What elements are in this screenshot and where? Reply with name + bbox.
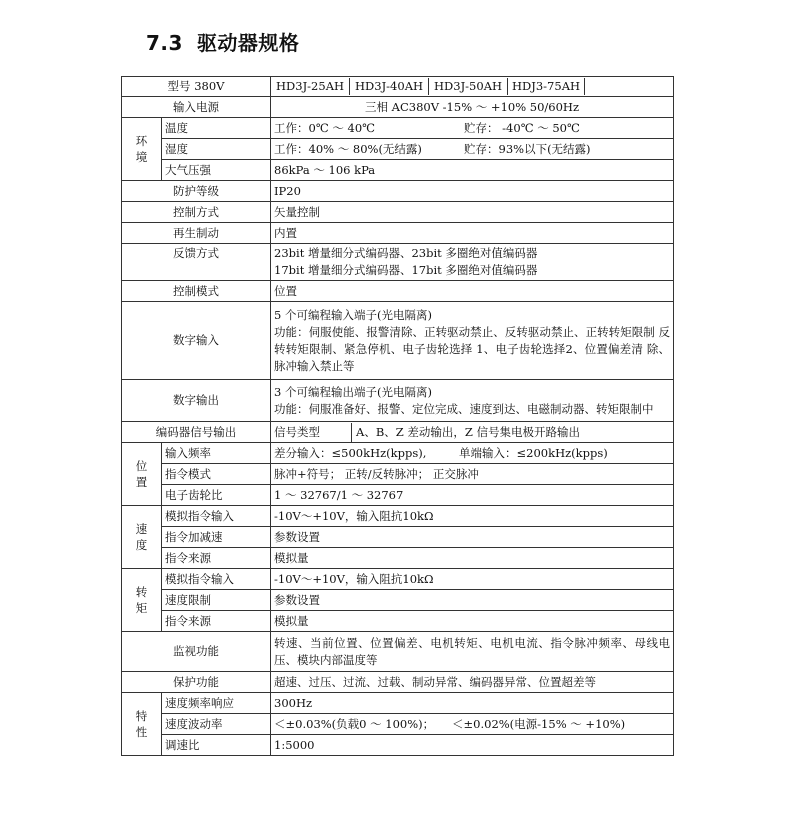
torque-source-label: 指令来源 — [162, 611, 271, 632]
row-control-method — [122, 202, 674, 223]
row-power — [122, 97, 674, 118]
row-pressure — [122, 160, 674, 181]
models-label: 型号 380V — [122, 77, 271, 97]
speed-analog-value: -10V～+10V，输入阻抗10kΩ — [271, 506, 674, 527]
pressure-value: 86kPa ～ 106 kPa — [271, 160, 674, 181]
row-temp — [122, 118, 674, 139]
monitor-value: 转速、当前位置、位置偏差、电机转矩、电机电流、指令脉冲频率、母线电压、模块内部温度等 — [271, 632, 674, 672]
protection-class-label: 防护等级 — [122, 181, 271, 202]
character-group: 特性 — [122, 693, 162, 756]
humidity-label: 湿度 — [162, 139, 271, 160]
encoder-out-type: A、B、Z 差动输出，Z 信号集电极开路输出 — [356, 424, 581, 439]
encoder-out-value — [271, 422, 674, 443]
fluct-supply: ＜±0.02%(电源-15% ～ +10%) — [452, 716, 626, 731]
row-ratio — [122, 735, 674, 756]
control-mode-label: 控制模式 — [122, 281, 271, 302]
row-feedback — [122, 244, 674, 281]
control-method-value: 矢量控制 — [271, 202, 674, 223]
digital-in-line-1: 5 个可编程输入端子(光电隔离) — [274, 307, 432, 322]
ratio-value: 1:5000 — [271, 735, 674, 756]
power-value: 三相 AC380V -15% ～ +10% 50/60Hz — [271, 97, 674, 118]
regen-label: 再生制动 — [122, 223, 271, 244]
digital-in-label: 数字输入 — [122, 302, 271, 380]
protection-class-value: IP20 — [271, 181, 674, 202]
section-heading — [146, 27, 299, 56]
row-protection-class — [122, 181, 674, 202]
row-monitor — [122, 632, 674, 672]
gear-value: 1 ～ 32767/1 ～ 32767 — [271, 485, 674, 506]
fluct-load: ＜±0.03%(负载0 ～ 100%)； — [274, 716, 435, 731]
input-freq-label: 输入频率 — [162, 443, 271, 464]
speed-source-value: 模拟量 — [271, 548, 674, 569]
models-cell — [271, 77, 674, 97]
row-torque-source — [122, 611, 674, 632]
row-protect — [122, 672, 674, 693]
feedback-value — [271, 244, 674, 281]
row-models — [122, 77, 674, 97]
row-digital-out — [122, 380, 674, 422]
section-number: 7.3 — [146, 31, 183, 55]
encoder-out-label: 编码器信号输出 — [122, 422, 271, 443]
digital-out-label: 数字输出 — [122, 380, 271, 422]
protect-value: 超速、过压、过流、过载、制动异常、编码器异常、位置超差等 — [271, 672, 674, 693]
row-speed-source — [122, 548, 674, 569]
model-25ah: HD3J-25AH — [271, 78, 350, 95]
temp-value — [271, 118, 674, 139]
pressure-label: 大气压强 — [162, 160, 271, 181]
gear-label: 电子齿轮比 — [162, 485, 271, 506]
feedback-line-2: 17bit 增量细分式编码器、17bit 多圈绝对值编码器 — [274, 263, 538, 277]
humidity-value — [271, 139, 674, 160]
regen-value: 内置 — [271, 223, 674, 244]
row-speed-accel — [122, 527, 674, 548]
spec-table — [121, 76, 674, 756]
power-label: 输入电源 — [122, 97, 271, 118]
temp-store: 贮存： -40℃ ～ 50℃ — [464, 120, 580, 135]
cmd-mode-label: 指令模式 — [162, 464, 271, 485]
temp-work: 工作：0℃ ～ 40℃ — [274, 120, 376, 135]
row-gear — [122, 485, 674, 506]
row-torque-analog — [122, 569, 674, 590]
feedback-label: 反馈方式 — [122, 244, 271, 281]
torque-analog-value: -10V～+10V，输入阻抗10kΩ — [271, 569, 674, 590]
row-encoder-out — [122, 422, 674, 443]
humidity-work: 工作：40% ～ 80%(无结露) — [274, 141, 422, 156]
encoder-out-key: 信号类型 — [271, 423, 352, 442]
digital-out-value — [271, 380, 674, 422]
section-title: 驱动器规格 — [196, 31, 300, 55]
temp-label: 温度 — [162, 118, 271, 139]
row-torque-limit — [122, 590, 674, 611]
control-mode-value: 位置 — [271, 281, 674, 302]
model-75ah: HDJ3-75AH — [508, 78, 585, 95]
speed-group: 速度 — [122, 506, 162, 569]
torque-analog-label: 模拟指令输入 — [162, 569, 271, 590]
torque-source-value: 模拟量 — [271, 611, 674, 632]
row-control-mode — [122, 281, 674, 302]
speed-accel-label: 指令加减速 — [162, 527, 271, 548]
control-method-label: 控制方式 — [122, 202, 271, 223]
monitor-label: 监视功能 — [122, 632, 271, 672]
input-freq-value — [271, 443, 674, 464]
ratio-label: 调速比 — [162, 735, 271, 756]
row-cmd-mode — [122, 464, 674, 485]
row-response — [122, 693, 674, 714]
row-fluct — [122, 714, 674, 735]
torque-group: 转矩 — [122, 569, 162, 632]
row-regen — [122, 223, 674, 244]
row-speed-analog — [122, 506, 674, 527]
torque-limit-value: 参数设置 — [271, 590, 674, 611]
input-freq-diff: 差分输入：≤500kHz(kpps), — [274, 445, 427, 460]
row-digital-in — [122, 302, 674, 380]
model-50ah: HD3J-50AH — [429, 78, 508, 95]
response-label: 速度频率响应 — [162, 693, 271, 714]
env-group: 环境 — [122, 118, 162, 181]
cmd-mode-value: 脉冲+符号； 正转/反转脉冲； 正交脉冲 — [271, 464, 674, 485]
protect-label: 保护功能 — [122, 672, 271, 693]
digital-out-line-2: 功能：伺服准备好、报警、定位完成、速度到达、电磁制动器、转矩限制中 — [274, 401, 654, 416]
digital-in-value — [271, 302, 674, 380]
response-value: 300Hz — [271, 693, 674, 714]
input-freq-single: 单端输入：≤200kHz(kpps) — [459, 445, 608, 460]
fluct-label: 速度波动率 — [162, 714, 271, 735]
speed-analog-label: 模拟指令输入 — [162, 506, 271, 527]
digital-in-line-2: 功能：伺服使能、报警清除、正转驱动禁止、反转驱动禁止、正转转矩限制 反转转矩限制、紧急停机、电子齿轮选择 1、电子齿轮选择2、位置偏差清 除、脉冲输入禁止等 — [274, 324, 671, 373]
feedback-line-1: 23bit 增量细分式编码器、23bit 多圈绝对值编码器 — [274, 246, 538, 260]
model-40ah: HD3J-40AH — [350, 78, 429, 95]
torque-limit-label: 速度限制 — [162, 590, 271, 611]
position-group: 位置 — [122, 443, 162, 506]
speed-source-label: 指令来源 — [162, 548, 271, 569]
fluct-value — [271, 714, 674, 735]
row-humidity — [122, 139, 674, 160]
row-input-freq — [122, 443, 674, 464]
humidity-store: 贮存：93%以下(无结露) — [464, 141, 591, 156]
speed-accel-value: 参数设置 — [271, 527, 674, 548]
digital-out-line-1: 3 个可编程输出端子(光电隔离) — [274, 384, 432, 399]
